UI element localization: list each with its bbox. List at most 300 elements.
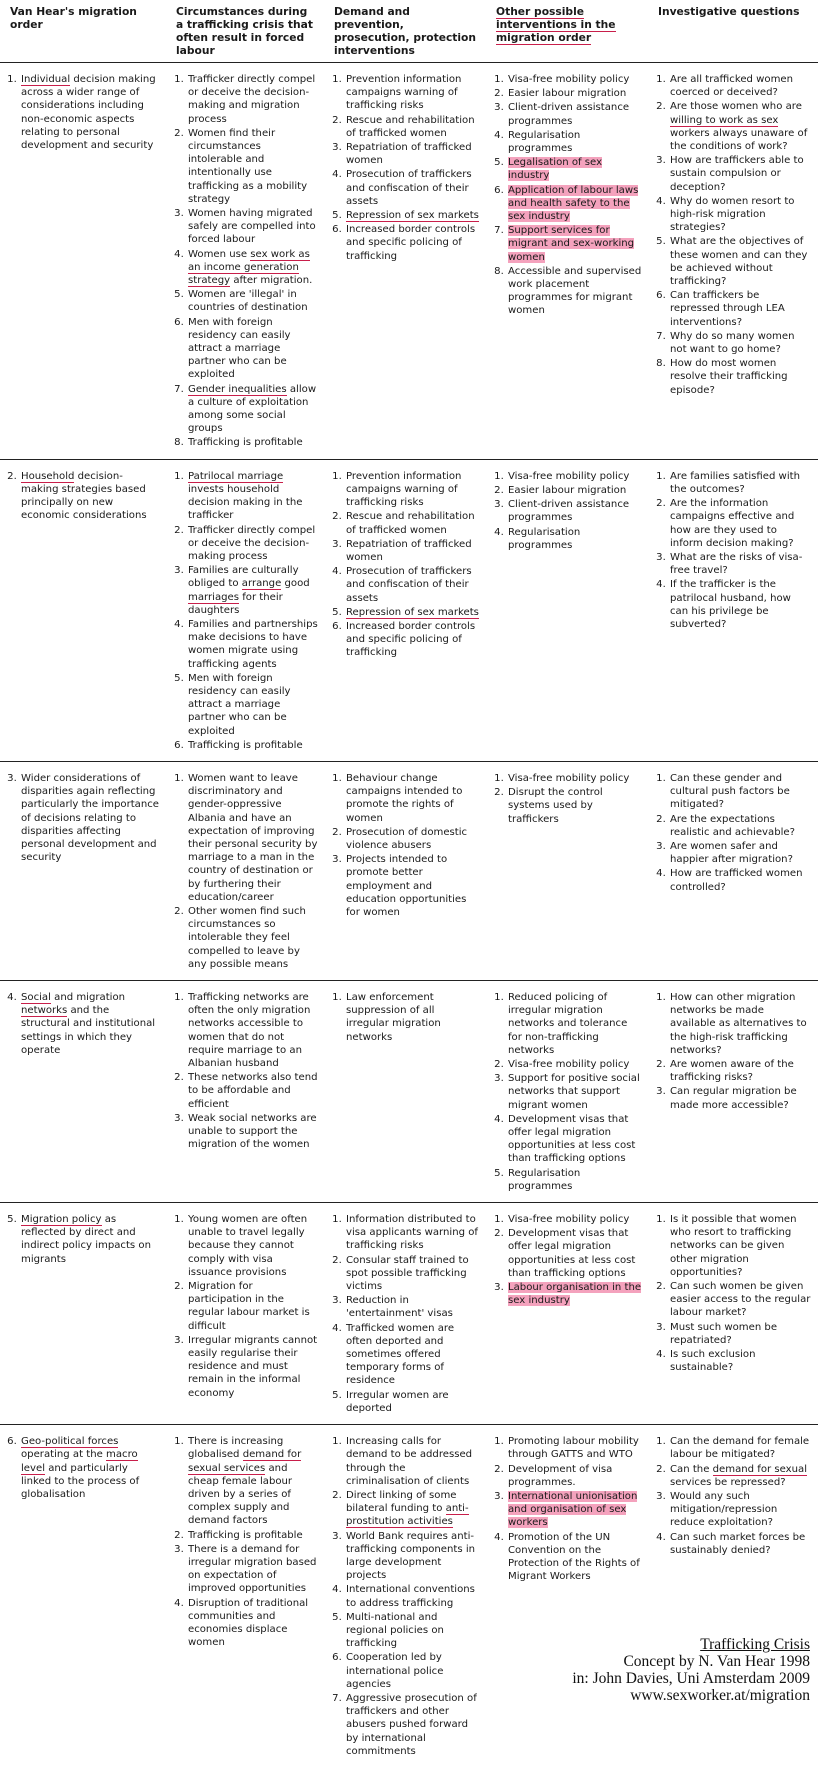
other-intervention-cell xyxy=(486,1203,648,1425)
circumstances-text: Trafficking is profitable xyxy=(188,739,303,751)
investigative-question-item xyxy=(669,1058,812,1084)
demand-intervention-item xyxy=(345,538,480,564)
header-migration-order: Van Hear's migration order xyxy=(10,5,137,31)
demand-intervention-item xyxy=(345,1583,480,1609)
other-intervention-list xyxy=(492,470,642,552)
investigative-question-text: What are the risks of visa-free travel? xyxy=(670,551,803,577)
investigative-question-item xyxy=(669,867,812,893)
demand-intervention-text: International conventions to address trafficking xyxy=(346,1584,475,1609)
other-intervention-text: Disrupt the control systems used by traffickers xyxy=(508,787,603,825)
investigative-question-item xyxy=(669,1280,812,1320)
other-intervention-text: Accessible and supervised work placement programmes for migrant women xyxy=(508,265,642,317)
investigative-question-item xyxy=(669,1490,812,1530)
demand-intervention-item xyxy=(345,223,480,263)
investigative-question-item xyxy=(669,840,812,866)
investigative-question-text: Can such women be given easier access to the regular labour market? xyxy=(670,1281,811,1319)
header-other-interventions xyxy=(486,0,648,63)
circumstances-item xyxy=(187,739,318,752)
demand-intervention-list xyxy=(330,772,480,919)
circumstances-item xyxy=(187,127,318,206)
demand-intervention-text: Increasing calls for demand to be addressed through the criminalisation of clients xyxy=(346,1436,473,1487)
circumstances-text: Trafficking is profitable xyxy=(188,437,303,449)
investigative-question-item xyxy=(669,330,812,356)
investigative-question-text: Are families satisfied with the outcomes? xyxy=(670,470,800,495)
demand-intervention-item xyxy=(345,470,480,510)
investigative-question-item xyxy=(669,1463,812,1489)
circumstances-text: Women having migrated safely are compelled into forced labour xyxy=(188,208,316,246)
other-intervention-text: Development visas that offer legal migration opportunities at less cost than trafficking options xyxy=(508,1113,636,1165)
investigative-question-item xyxy=(669,991,812,1057)
other-intervention-text: Visa-free mobility policy xyxy=(508,772,630,784)
circumstances-cell xyxy=(166,1203,324,1425)
demand-intervention-item xyxy=(345,141,480,167)
investigative-question-item xyxy=(669,1348,812,1374)
demand-intervention-item xyxy=(345,1611,480,1651)
investigative-question-item xyxy=(669,154,812,194)
demand-intervention-item xyxy=(345,606,480,619)
circumstances-item xyxy=(187,207,318,247)
header-circumstances: Circumstances during a trafficking crisis that often result in forced labour xyxy=(176,5,313,57)
other-intervention-text: Application of labour laws and health safety to the sex industry xyxy=(508,184,639,223)
migration-order-list xyxy=(6,1435,160,1501)
investigative-question-list xyxy=(654,1213,812,1374)
other-intervention-item xyxy=(507,87,642,100)
investigative-question-text: Why do so many women not want to go home? xyxy=(670,330,795,356)
other-intervention-item xyxy=(507,786,642,826)
migration-order-list xyxy=(6,470,160,523)
migration-order-text xyxy=(20,772,160,864)
other-intervention-item xyxy=(507,1281,642,1307)
other-intervention-text: Client-driven assistance programmes xyxy=(508,499,630,524)
demand-intervention-item xyxy=(345,1489,480,1529)
circumstances-item xyxy=(187,1334,318,1400)
circumstances-text: Migration for participation in the regular labour market is difficult xyxy=(188,1281,310,1332)
migration-order-cell xyxy=(0,1203,166,1425)
circumstances-text: Weak social networks are unable to support the migration of the women xyxy=(188,1112,317,1151)
other-intervention-item xyxy=(507,156,642,182)
investigative-question-text: Must such women be repatriated? xyxy=(670,1321,778,1346)
investigative-question-text: What are the objectives of these women and can they be achieved without trafficking? xyxy=(670,236,808,288)
demand-intervention-text: Rescue and rehabilitation of trafficked women xyxy=(346,114,475,139)
other-intervention-item xyxy=(507,772,642,785)
other-intervention-item xyxy=(507,991,642,1057)
demand-intervention-text: Reduction in 'entertainment' visas xyxy=(346,1295,453,1320)
other-intervention-item xyxy=(507,129,642,155)
migration-order-text xyxy=(20,73,160,152)
demand-intervention-text: Repatriation of trafficked women xyxy=(346,142,472,167)
demand-intervention-cell xyxy=(324,459,486,761)
demand-intervention-text: Projects intended to promote better employment and education opportunities for women xyxy=(346,854,467,918)
investigative-question-list xyxy=(654,772,812,894)
circumstances-item xyxy=(187,248,318,288)
investigative-question-item xyxy=(669,813,812,839)
circumstances-item xyxy=(187,1529,318,1542)
demand-intervention-item xyxy=(345,510,480,536)
other-intervention-item xyxy=(507,526,642,552)
circumstances-item xyxy=(187,672,318,738)
circumstances-text: Trafficking networks are often the only migration networks accessible to women that do not require marriage to an Albanian husband xyxy=(188,992,311,1070)
other-intervention-text: Development visas that offer legal migration opportunities at less cost than trafficking options xyxy=(508,1228,636,1279)
other-intervention-list xyxy=(492,772,642,826)
demand-intervention-text: Increased border controls and specific policing of trafficking xyxy=(346,224,476,262)
circumstances-item xyxy=(187,524,318,564)
circumstances-item xyxy=(187,1213,318,1279)
demand-intervention-text: Increased border controls and specific policing of trafficking xyxy=(346,620,476,659)
table-row-wider-disparities xyxy=(0,761,818,980)
demand-intervention-item xyxy=(345,209,480,222)
other-intervention-text: Visa-free mobility policy xyxy=(508,470,630,482)
circumstances-item xyxy=(187,1597,318,1650)
header-investigative-questions: Investigative questions xyxy=(658,5,800,18)
demand-intervention-item xyxy=(345,991,480,1044)
other-intervention-text: Visa-free mobility policy xyxy=(508,1214,630,1226)
circumstances-text: There is increasing globalised demand for sexual services and cheap female labour driven by a series of complex supply and demand factors xyxy=(188,1436,302,1527)
demand-intervention-item xyxy=(345,114,480,140)
investigative-question-text: Are the expectations realistic and achievable? xyxy=(670,813,795,838)
circumstances-item xyxy=(187,383,318,436)
investigative-question-item xyxy=(669,1085,812,1111)
other-intervention-text: Easier labour migration xyxy=(508,484,627,496)
demand-intervention-item xyxy=(345,1294,480,1320)
demand-intervention-cell xyxy=(324,981,486,1203)
other-intervention-text: Regularisation programmes xyxy=(508,526,581,551)
other-intervention-item xyxy=(507,1531,642,1584)
migration-order-text-content: Social and migration networks and the structural and institutional settings in which they operate xyxy=(21,992,156,1056)
investigative-question-cell xyxy=(648,981,818,1203)
other-intervention-cell xyxy=(486,63,648,460)
circumstances-text: There is a demand for irregular migration based on expectation of improved opportunities xyxy=(188,1543,317,1595)
investigative-question-list xyxy=(654,1435,812,1557)
investigative-question-text: Why do women resort to high-risk migration strategies? xyxy=(670,195,795,234)
other-intervention-text: Client-driven assistance programmes xyxy=(508,102,630,127)
demand-intervention-text: Prevention information campaigns warning of trafficking risks xyxy=(346,470,462,509)
demand-intervention-cell xyxy=(324,63,486,460)
investigative-question-cell xyxy=(648,761,818,980)
circumstances-text: Trafficker directly compel or deceive the decision-making and migration process xyxy=(188,74,316,125)
other-intervention-text: Reduced policing of irregular migration networks and tolerance for non-trafficking networks xyxy=(508,992,628,1056)
circumstances-text: Men with foreign residency can easily attract a marriage partner who can be exploited xyxy=(188,316,291,381)
demand-intervention-cell xyxy=(324,1203,486,1425)
other-intervention-item xyxy=(507,224,642,264)
other-intervention-list xyxy=(492,1435,642,1583)
table-row-social-networks xyxy=(0,981,818,1203)
investigative-question-item xyxy=(669,235,812,288)
demand-intervention-item xyxy=(345,620,480,660)
demand-intervention-item xyxy=(345,853,480,919)
investigative-question-item xyxy=(669,73,812,99)
demand-intervention-text: Direct linking of some bilateral funding to anti-prostitution activities xyxy=(346,1489,469,1528)
demand-intervention-item xyxy=(345,772,480,825)
demand-intervention-text: Prevention information campaigns warning of trafficking risks xyxy=(346,74,462,112)
table-row-migration-policy xyxy=(0,1203,818,1425)
demand-intervention-text: World Bank requires anti-trafficking components in large development projects xyxy=(346,1530,476,1582)
other-intervention-text: Visa-free mobility policy xyxy=(508,1059,630,1071)
circumstances-cell xyxy=(166,1425,324,1767)
circumstances-item xyxy=(187,73,318,126)
demand-intervention-text: Trafficked women are often deported and sometimes offered temporary forms of residence xyxy=(346,1322,455,1387)
demand-intervention-text: Repression of sex markets xyxy=(346,606,479,618)
demand-intervention-item xyxy=(345,73,480,113)
circumstances-item xyxy=(187,470,318,523)
other-intervention-item xyxy=(507,1490,642,1530)
investigative-question-cell xyxy=(648,63,818,460)
investigative-question-text: Would any such mitigation/repression reduce exploitation? xyxy=(670,1490,778,1529)
circumstances-list xyxy=(172,1213,318,1400)
migration-order-text xyxy=(20,470,160,523)
investigative-question-text: How are traffickers able to sustain compulsion or deception? xyxy=(670,155,804,193)
demand-intervention-cell xyxy=(324,1425,486,1767)
migration-order-text-content: Wider considerations of disparities again reflecting particularly the importance of decisions relating to disparities affecting personal development and security xyxy=(21,772,160,864)
migration-order-cell xyxy=(0,1425,166,1767)
other-intervention-cell xyxy=(486,459,648,761)
footer-url: www.sexworker.at/migration xyxy=(630,1687,810,1704)
demand-intervention-item xyxy=(345,1692,480,1758)
investigative-question-item xyxy=(669,1213,812,1279)
investigative-question-item xyxy=(669,1321,812,1347)
table-row-household xyxy=(0,459,818,761)
migration-order-cell xyxy=(0,761,166,980)
circumstances-cell xyxy=(166,761,324,980)
migration-order-list xyxy=(6,1213,160,1266)
other-intervention-text: Regularisation programmes xyxy=(508,1167,581,1192)
investigative-question-text: Are women safer and happier after migration? xyxy=(670,840,793,866)
demand-intervention-text: Behaviour change campaigns intended to promote the rights of women xyxy=(346,772,463,824)
investigative-question-item xyxy=(669,551,812,577)
circumstances-item xyxy=(187,772,318,904)
circumstances-cell xyxy=(166,459,324,761)
other-intervention-cell xyxy=(486,1425,648,1767)
footer-concept: Concept by N. Van Hear 1998 xyxy=(623,1653,810,1670)
demand-intervention-text: Irregular women are deported xyxy=(346,1389,449,1414)
investigative-question-text: Are all trafficked women coerced or deceived? xyxy=(670,74,794,99)
other-intervention-text: Support for positive social networks that support migrant women xyxy=(508,1073,640,1111)
demand-intervention-text: Repatriation of trafficked women xyxy=(346,538,472,563)
investigative-question-text: Can these gender and cultural push factors be mitigated? xyxy=(670,772,790,811)
circumstances-text: These networks also tend to be affordable and efficient xyxy=(188,1072,318,1110)
demand-intervention-text: Prosecution of domestic violence abusers xyxy=(346,826,468,851)
footer-title: Trafficking Crisis xyxy=(700,1636,810,1653)
other-intervention-item xyxy=(507,101,642,127)
other-intervention-item xyxy=(507,1113,642,1166)
demand-intervention-text: Multi-national and regional policies on trafficking xyxy=(346,1611,444,1650)
circumstances-text: Other women find such circumstances so intolerable they feel compelled to leave by any possible means xyxy=(188,905,306,970)
investigative-question-item xyxy=(669,195,812,235)
migration-order-list xyxy=(6,991,160,1057)
investigative-question-text: Are the information campaigns effective and how are they used to inform decision making? xyxy=(670,498,795,549)
investigative-question-item xyxy=(669,1435,812,1461)
demand-intervention-text: Law enforcement suppression of all irregular migration networks xyxy=(346,992,441,1043)
investigative-question-text: Can traffickers be repressed through LEA interventions? xyxy=(670,290,785,328)
investigative-question-text: Can regular migration be made more accessible? xyxy=(670,1086,797,1111)
investigative-question-item xyxy=(669,772,812,812)
investigative-question-text: Can such market forces be sustainably denied? xyxy=(670,1531,806,1556)
circumstances-text: Trafficker directly compel or deceive the decision-making process xyxy=(188,524,316,562)
circumstances-text: Patrilocal marriage invests household decision making in the trafficker xyxy=(188,470,303,522)
investigative-question-text: How are trafficked women controlled? xyxy=(670,868,803,893)
circumstances-item xyxy=(187,564,318,617)
investigative-question-cell xyxy=(648,1425,818,1767)
investigative-question-item xyxy=(669,1531,812,1557)
citation-footer xyxy=(572,1636,810,1704)
circumstances-list xyxy=(172,470,318,752)
demand-intervention-list xyxy=(330,470,480,660)
migration-order-text xyxy=(20,1213,160,1266)
investigative-question-text: Is it possible that women who resort to trafficking networks can be given other migration opportunities? xyxy=(670,1214,797,1278)
migration-order-text-content: Individual decision making across a wider range of considerations including non-economic aspects relating to personal development and security xyxy=(21,74,156,152)
circumstances-text: Gender inequalities allow a culture of exploitation among some social groups xyxy=(188,383,317,435)
circumstances-item xyxy=(187,1543,318,1596)
investigative-question-item xyxy=(669,578,812,631)
other-intervention-text: International unionisation and organisation of sex workers xyxy=(508,1490,638,1529)
other-intervention-text: Support services for migrant and sex-working women xyxy=(508,225,635,263)
migration-order-text-content: Geo-political forces operating at the macro level and particularly linked to the process of globalisation xyxy=(21,1436,140,1500)
demand-intervention-text: Prosecution of traffickers and confiscation of their assets xyxy=(346,169,472,207)
demand-intervention-text: Repression of sex markets xyxy=(346,210,479,222)
migration-order-text-content: Migration policy as reflected by direct and indirect policy impacts on migrants xyxy=(21,1214,151,1265)
header-demand-prevention: Demand and prevention, prosecution, protection interventions xyxy=(334,5,477,57)
investigative-question-item xyxy=(669,357,812,397)
migration-order-text xyxy=(20,991,160,1057)
demand-intervention-item xyxy=(345,1322,480,1388)
other-intervention-item xyxy=(507,498,642,524)
demand-intervention-list xyxy=(330,1213,480,1415)
other-intervention-item xyxy=(507,73,642,86)
investigative-question-item xyxy=(669,289,812,329)
investigative-question-item xyxy=(669,100,812,153)
circumstances-text: Women find their circumstances intolerable and intentionally use trafficking as a mobility strategy xyxy=(188,127,308,205)
demand-intervention-list xyxy=(330,73,480,263)
other-intervention-list xyxy=(492,1213,642,1307)
demand-intervention-text: Cooperation led by international police agencies xyxy=(346,1652,444,1690)
circumstances-text: Disruption of traditional communities and economies displace women xyxy=(188,1597,309,1649)
other-intervention-text: Labour organisation in the sex industry xyxy=(508,1282,642,1307)
migration-order-text-content: Household decision-making strategies based principally on new economic considerations xyxy=(21,470,147,522)
investigative-question-text: Is such exclusion sustainable? xyxy=(670,1349,756,1374)
circumstances-item xyxy=(187,436,318,449)
circumstances-item xyxy=(187,1071,318,1111)
other-intervention-item xyxy=(507,1213,642,1226)
other-intervention-item xyxy=(507,1227,642,1280)
investigative-question-text: If the trafficker is the patrilocal husband, how can his privilege be subverted? xyxy=(670,579,791,630)
demand-intervention-item xyxy=(345,168,480,208)
migration-order-cell xyxy=(0,981,166,1203)
investigative-question-list xyxy=(654,991,812,1112)
other-intervention-list xyxy=(492,73,642,318)
demand-intervention-list xyxy=(330,991,480,1044)
other-intervention-text: Regularisation programmes xyxy=(508,129,581,155)
investigative-question-text: Can the demand for sexual services be repressed? xyxy=(670,1463,808,1488)
other-intervention-item xyxy=(507,1167,642,1193)
investigative-question-item xyxy=(669,497,812,550)
circumstances-text: Women want to leave discriminatory and gender-oppressive Albania and have an expectation of improving their personal security by marriage to a man in the country of destination or by furthering their education/career xyxy=(188,772,318,903)
migration-order-list xyxy=(6,73,160,152)
circumstances-item xyxy=(187,991,318,1070)
investigative-question-text: How do most women resolve their trafficking episode? xyxy=(670,358,788,396)
demand-intervention-cell xyxy=(324,761,486,980)
investigative-question-cell xyxy=(648,1203,818,1425)
other-intervention-text: Easier labour migration xyxy=(508,88,627,100)
migration-order-text xyxy=(20,1435,160,1501)
demand-intervention-item xyxy=(345,565,480,605)
other-intervention-text: Promoting labour mobility through GATTS and WTO xyxy=(508,1436,639,1461)
other-intervention-item xyxy=(507,1058,642,1071)
circumstances-cell xyxy=(166,981,324,1203)
other-intervention-item xyxy=(507,1072,642,1112)
circumstances-list xyxy=(172,73,318,450)
header-row xyxy=(0,0,818,63)
migration-order-list xyxy=(6,772,160,864)
other-intervention-item xyxy=(507,1435,642,1461)
demand-intervention-item xyxy=(345,1530,480,1583)
circumstances-text: Women are 'illegal' in countries of destination xyxy=(188,289,308,314)
circumstances-item xyxy=(187,288,318,314)
other-intervention-text: Promotion of the UN Convention on the Protection of the Rights of Migrant Workers xyxy=(508,1531,640,1583)
other-intervention-item xyxy=(507,265,642,318)
circumstances-item xyxy=(187,1280,318,1333)
demand-intervention-list xyxy=(330,1435,480,1758)
other-intervention-cell xyxy=(486,981,648,1203)
other-intervention-text: Visa-free mobility policy xyxy=(508,74,630,85)
circumstances-item xyxy=(187,618,318,671)
circumstances-text: Young women are often unable to travel legally because they cannot comply with visa issuance provisions xyxy=(188,1214,308,1278)
table-row-geo-political xyxy=(0,1425,818,1767)
circumstances-list xyxy=(172,772,318,971)
circumstances-item xyxy=(187,316,318,382)
table-row-individual xyxy=(0,63,818,460)
circumstances-item xyxy=(187,1435,318,1527)
demand-intervention-text: Information distributed to visa applicants warning of trafficking risks xyxy=(346,1214,478,1252)
investigative-question-text: Can the demand for female labour be mitigated? xyxy=(670,1436,810,1461)
circumstances-cell xyxy=(166,63,324,460)
circumstances-list xyxy=(172,991,318,1151)
circumstances-text: Men with foreign residency can easily attract a marriage partner who can be exploited xyxy=(188,672,291,737)
circumstances-text: Trafficking is profitable xyxy=(188,1529,303,1541)
demand-intervention-text: Consular staff trained to spot possible trafficking victims xyxy=(346,1254,469,1293)
demand-intervention-text: Prosecution of traffickers and confiscation of their assets xyxy=(346,566,472,604)
other-intervention-item xyxy=(507,1463,642,1489)
investigative-question-list xyxy=(654,470,812,631)
migration-order-cell xyxy=(0,459,166,761)
other-intervention-item xyxy=(507,184,642,224)
circumstances-text: Irregular migrants cannot easily regularise their residence and must remain in the informal economy xyxy=(188,1334,318,1399)
investigative-question-text: Are women aware of the trafficking risks? xyxy=(670,1059,794,1084)
demand-intervention-item xyxy=(345,1213,480,1253)
investigative-question-item xyxy=(669,470,812,496)
demand-intervention-item xyxy=(345,1389,480,1415)
header-other-interventions-text: Other possible interventions in the migration order xyxy=(496,5,616,44)
other-intervention-item xyxy=(507,470,642,483)
investigative-question-text: How can other migration networks be made available as alternatives to the high-risk trafficking networks? xyxy=(670,992,807,1056)
investigative-question-list xyxy=(654,73,812,397)
demand-intervention-item xyxy=(345,1651,480,1691)
circumstances-text: Families are culturally obliged to arrange good marriages for their daughters xyxy=(188,565,310,616)
investigative-question-cell xyxy=(648,459,818,761)
other-intervention-cell xyxy=(486,761,648,980)
other-intervention-item xyxy=(507,484,642,497)
circumstances-item xyxy=(187,905,318,971)
other-intervention-list xyxy=(492,991,642,1193)
circumstances-item xyxy=(187,1112,318,1152)
demand-intervention-text: Rescue and rehabilitation of trafficked women xyxy=(346,511,475,536)
demand-intervention-item xyxy=(345,826,480,852)
other-intervention-text: Development of visa programmes. xyxy=(508,1463,613,1488)
footer-source: in: John Davies, Uni Amsterdam 2009 xyxy=(572,1670,810,1687)
circumstances-text: Women use sex work as an income generation strategy after migration. xyxy=(188,248,313,287)
other-intervention-text: Legalisation of sex industry xyxy=(508,157,603,182)
demand-intervention-text: Aggressive prosecution of traffickers and other abusers pushed forward by international commitments xyxy=(346,1692,477,1757)
investigative-question-text: Are those women who are willing to work as sex workers always unaware of the conditions of work? xyxy=(670,101,808,153)
migration-order-cell xyxy=(0,63,166,460)
